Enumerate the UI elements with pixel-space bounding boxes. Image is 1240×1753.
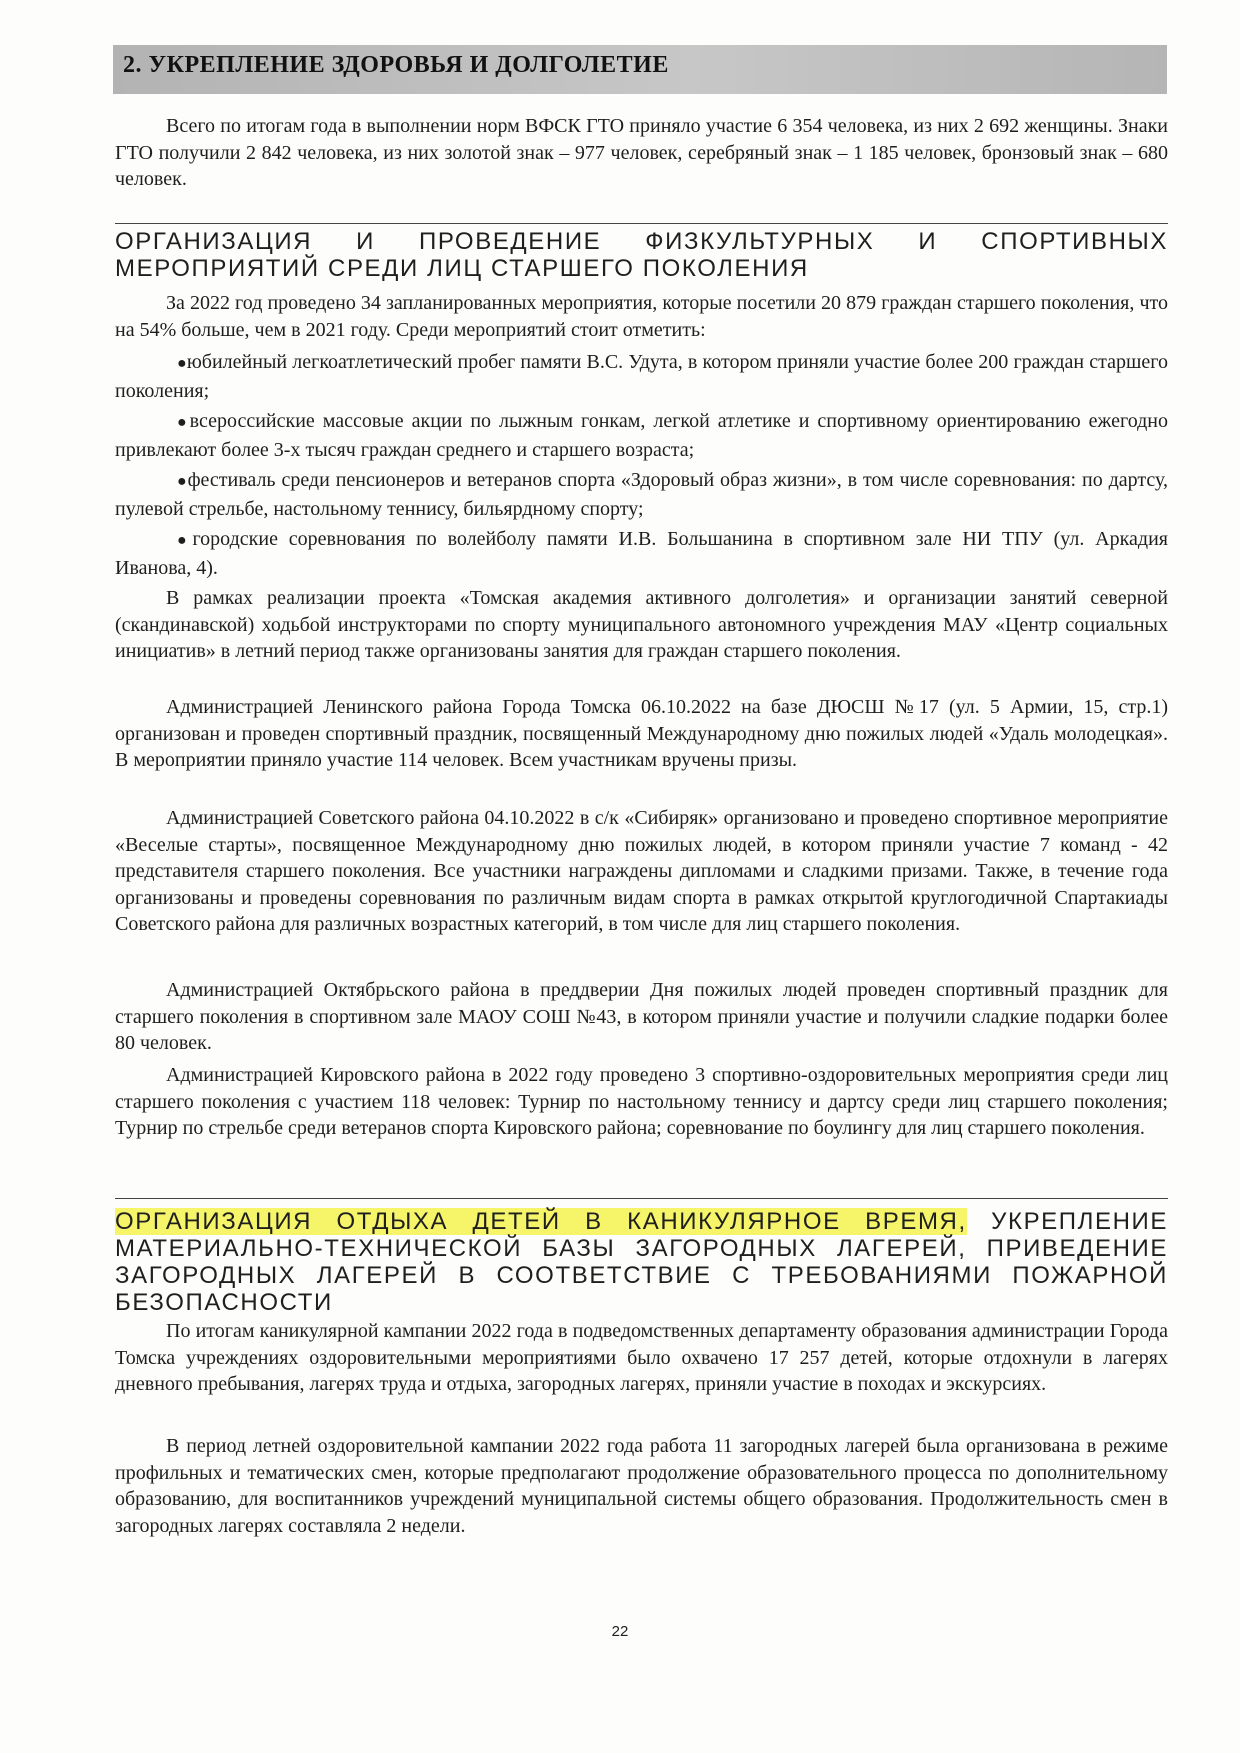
section1-paragraph: Администрацией Кировского района в 2022 году проведено 3 спортивно-оздоровительных мероприятия среди лиц старшего поколения с участием 118 человек: Турнир по настольному теннису и дартсу среди лиц старшего поколения; Турнир по стрельбе среди ветеранов спорта Кировского района; соревнование по боулингу для лиц старшего поколения. <box>115 1064 1168 1139</box>
bullet-icon: ● <box>177 355 187 372</box>
heading-rest: УКРЕПЛЕНИЕ МАТЕРИАЛЬНО-ТЕХНИЧЕСКОЙ БАЗЫ ЗАГОРОДНЫХ ЛАГЕРЕЙ, ПРИВЕДЕНИЕ ЗАГОРОДНЫХ ЛАГЕРЕЙ В СООТВЕТСТВИЕ С ТРЕБОВАНИЯМИ ПОЖАРНОЙ БЕЗОПАСНОСТИ <box>115 1208 1168 1316</box>
section2-paragraph: По итогам каникулярной кампании 2022 года в подведомственных департаменту образования администрации Города Томска учреждениях оздоровительными мероприятиями было охвачено 17 257 детей, которые отдохнули в лагерях дневного пребывания, лагерях труда и отдыха, загородных лагерях, приняли участие в походах и экскурсиях. <box>115 1320 1168 1395</box>
intro-paragraph: Всего по итогам года в выполнении норм ВФСК ГТО приняло участие 6 354 человека, из них 2 692 женщины. Знаки ГТО получили 2 842 человека, из них золотой знак – 977 человек, серебряный знак – 1 185 человек, бронзовый знак – 680 человек. <box>115 115 1168 190</box>
section-divider <box>115 1198 1168 1199</box>
list-item <box>115 408 1168 463</box>
section-title: 2. УКРЕПЛЕНИЕ ЗДОРОВЬЯ И ДОЛГОЛЕТИЕ <box>123 52 669 78</box>
list-item-text: юбилейный легкоатлетический пробег памяти В.С. Удута, в котором приняли участие более 200 граждан старшего поколения; <box>115 351 1169 402</box>
list-item <box>115 349 1168 404</box>
section-divider <box>115 223 1168 224</box>
section1-paragraph: Администрацией Советского района 04.10.2022 в с/к «Сибиряк» организовано и проведено спортивное мероприятие «Веселые старты», посвященное Международному дню пожилых людей, в котором приняли участие 7 команд - 42 представителя старшего поколения. Все участники награждены дипломами и сладкими призами. Также, в течение года организованы и проведены соревнования по различным видам спорта в рамках открытой круглогодичной Спартакиады Советского района для различных возрастных категорий, в том числе для лиц старшего поколения. <box>115 807 1168 935</box>
page-number: 22 <box>611 1623 629 1640</box>
list-item-text: фестиваль среди пенсионеров и ветеранов спорта «Здоровый образ жизни», в том числе соревнования: по дартсу, пулевой стрельбе, настольному теннису, бильярдному спорту; <box>115 469 1168 520</box>
bullet-icon: ● <box>177 473 188 490</box>
section1-paragraph: Администрацией Ленинского района Города Томска 06.10.2022 на базе ДЮСШ №17 (ул. 5 Армии, 15, стр.1) организован и проведен спортивный праздник, посвященный Международному дню пожилых людей «Удаль молодецкая». В мероприятии приняло участие 114 человек. Всем участникам вручены призы. <box>115 696 1168 771</box>
section2-heading <box>115 1208 1168 1316</box>
list-item <box>115 467 1168 522</box>
section1-paragraph: За 2022 год проведено 34 запланированных мероприятия, которые посетили 20 879 граждан старшего поколения, что на 54% больше, чем в 2021 году. Среди мероприятий стоит отметить: <box>115 292 1168 341</box>
section2-paragraph: В период летней оздоровительной кампании 2022 года работа 11 загородных лагерей была организована в режиме профильных и тематических смен, которые предполагают продолжение образовательного процесса по дополнительному образованию, для воспитанников учреждений муниципальной системы общего образования. Продолжительность смен в загородных лагерях составляла 2 недели. <box>115 1435 1168 1537</box>
section1-heading: ОРГАНИЗАЦИЯ И ПРОВЕДЕНИЕ ФИЗКУЛЬТУРНЫХ И СПОРТИВНЫХ МЕРОПРИЯТИЙ СРЕДИ ЛИЦ СТАРШЕГО ПОКОЛЕНИЯ <box>115 228 1168 282</box>
bullet-icon: ● <box>177 414 190 431</box>
bullet-icon: ● <box>177 532 193 549</box>
list-item <box>115 526 1168 581</box>
section-title-banner <box>113 45 1167 94</box>
list-item-text: городские соревнования по волейболу памяти И.В. Большанина в спортивном зале НИ ТПУ (ул. Аркадия Иванова, 4). <box>115 528 1168 579</box>
highlighted-heading: ОРГАНИЗАЦИЯ ОТДЫХА ДЕТЕЙ В КАНИКУЛЯРНОЕ ВРЕМЯ, <box>115 1208 967 1235</box>
section1-paragraph: Администрацией Октябрьского района в преддверии Дня пожилых людей проведен спортивный праздник для старшего поколения в спортивном зале МАОУ СОШ №43, в котором приняли участие и получили сладкие подарки более 80 человек. <box>115 979 1168 1054</box>
section1-paragraph: В рамках реализации проекта «Томская академия активного долголетия» и организации занятий северной (скандинавской) ходьбой инструкторами по спорту муниципального автономного учреждения МАУ «Центр социальных инициатив» в летний период также организованы занятия для граждан старшего поколения. <box>115 587 1168 662</box>
list-item-text: всероссийские массовые акции по лыжным гонкам, легкой атлетике и спортивному ориентированию ежегодно привлекают более 3-х тысяч граждан среднего и старшего возраста; <box>115 410 1168 461</box>
